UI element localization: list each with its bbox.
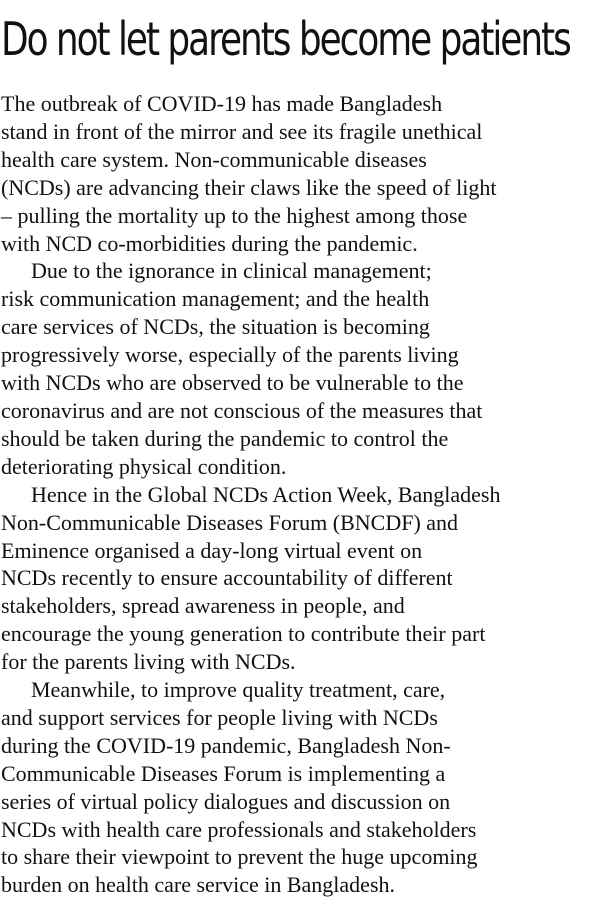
text-line: Communicable Diseases Forum is implementing a bbox=[1, 760, 446, 786]
text-line: risk communication management; and the health bbox=[1, 286, 430, 312]
text-line: for the parents living with NCDs. bbox=[1, 649, 296, 675]
text-line: series of virtual policy dialogues and discussion on bbox=[1, 788, 451, 814]
text-line: The outbreak of COVID-19 has made Bangladesh bbox=[1, 91, 443, 116]
text-line: stand in front of the mirror and see its fragile unethical bbox=[1, 118, 483, 144]
text-line: – pulling the mortality up to the highest among those bbox=[1, 202, 468, 228]
text-line: health care system. Non-communicable diseases bbox=[1, 146, 427, 172]
text-line: should be taken during the pandemic to control the bbox=[1, 425, 449, 451]
text-line: coronavirus and are not conscious of the measures that bbox=[1, 397, 483, 423]
article-body bbox=[1, 90, 599, 897]
text-line: encourage the young generation to contribute their part bbox=[1, 621, 486, 647]
text-line: care services of NCDs, the situation is becoming bbox=[1, 314, 430, 340]
text-line: Due to the ignorance in clinical management; bbox=[31, 258, 432, 284]
text-line: NCDs recently to ensure accountability of different bbox=[1, 565, 453, 591]
text-line: and support services for people living with NCDs bbox=[1, 704, 438, 730]
text-line: (NCDs) are advancing their claws like the speed of light bbox=[1, 174, 497, 200]
article-paragraph bbox=[1, 257, 599, 480]
text-line: to share their viewpoint to prevent the huge upcoming bbox=[1, 844, 478, 870]
text-line: Meanwhile, to improve quality treatment, care, bbox=[31, 677, 446, 703]
text-line: Hence in the Global NCDs Action Week, Bangladesh bbox=[31, 481, 501, 507]
article-paragraph bbox=[1, 676, 599, 897]
article-paragraph bbox=[1, 481, 599, 676]
text-line: stakeholders, spread awareness in people, and bbox=[1, 593, 405, 619]
text-line: Eminence organised a day-long virtual event on bbox=[1, 537, 423, 563]
article-paragraph bbox=[1, 90, 599, 257]
text-line: progressively worse, especially of the parents living bbox=[1, 342, 459, 368]
text-line: Non-Communicable Diseases Forum (BNCDF) and bbox=[1, 509, 459, 535]
text-line: burden on health care service in Bangladesh. bbox=[1, 872, 396, 897]
article-headline: Do not let parents become patients bbox=[1, 12, 570, 66]
text-line: during the COVID-19 pandemic, Bangladesh Non- bbox=[1, 732, 451, 758]
text-line: NCDs with health care professionals and stakeholders bbox=[1, 816, 477, 842]
text-line: with NCDs who are observed to be vulnerable to the bbox=[1, 370, 464, 396]
text-line: deteriorating physical condition. bbox=[1, 453, 287, 479]
text-line: with NCD co-morbidities during the pandemic. bbox=[1, 230, 418, 256]
